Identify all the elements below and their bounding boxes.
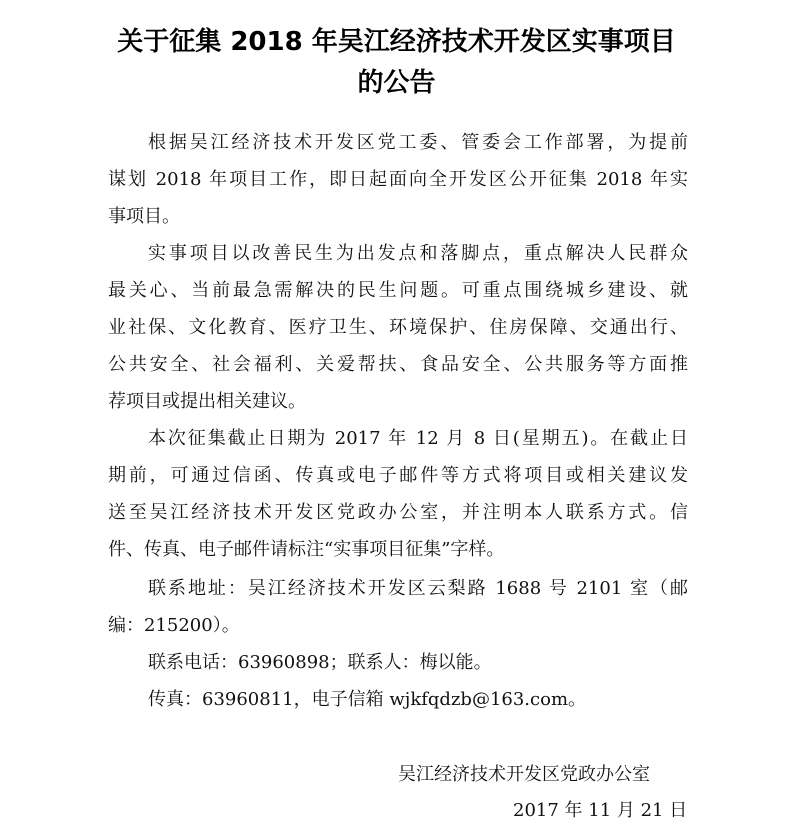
document-title-line-1: 关于征集 2018 年吴江经济技术开发区实事项目 (117, 27, 676, 57)
paragraph-2-line-4: 公共安全、社会福利、关爱帮扶、食品安全、公共服务等方面推 (108, 354, 688, 375)
paragraph-3-line-4: 件、传真、电子邮件请标注“实事项目征集”字样。 (108, 539, 505, 560)
paragraph-3-line-1: 本次征集截止日期为 2017 年 12 月 8 日(星期五)。在截止日 (148, 428, 688, 449)
document-title-line-2: 的公告 (357, 68, 436, 98)
paragraph-3-line-2: 期前，可通过信函、传真或电子邮件等方式将项目或相关建议发 (108, 465, 688, 486)
signature-date: 2017 年 11 月 21 日 (513, 800, 688, 821)
paragraph-2-line-3: 业社保、文化教育、医疗卫生、环境保护、住房保障、交通出行、 (108, 317, 688, 338)
signature-organization: 吴江经济技术开发区党政办公室 (398, 764, 650, 785)
paragraph-2-line-1: 实事项目以改善民生为出发点和落脚点，重点解决人民群众 (148, 243, 688, 264)
paragraph-2-line-2: 最关心、当前最急需解决的民生问题。可重点围绕城乡建设、就 (108, 280, 688, 301)
paragraph-1-line-3: 事项目。 (108, 206, 180, 227)
paragraph-3-line-3: 送至吴江经济技术开发区党政办公室，并注明本人联系方式。信 (108, 502, 688, 523)
contact-address-line-1: 联系地址：吴江经济技术开发区云梨路 1688 号 2101 室（邮 (148, 578, 688, 599)
contact-phone: 联系电话：63960898；联系人：梅以能。 (148, 652, 492, 673)
contact-fax-email: 传真：63960811，电子信箱 wjkfqdzb@163.com。 (148, 689, 587, 710)
paragraph-2-line-5: 荐项目或提出相关建议。 (108, 391, 306, 412)
paragraph-1-line-1: 根据吴江经济技术开发区党工委、管委会工作部署，为提前 (148, 132, 688, 153)
paragraph-1-line-2: 谋划 2018 年项目工作，即日起面向全开发区公开征集 2018 年实 (108, 169, 688, 190)
contact-address-line-2: 编：215200）。 (108, 615, 240, 636)
